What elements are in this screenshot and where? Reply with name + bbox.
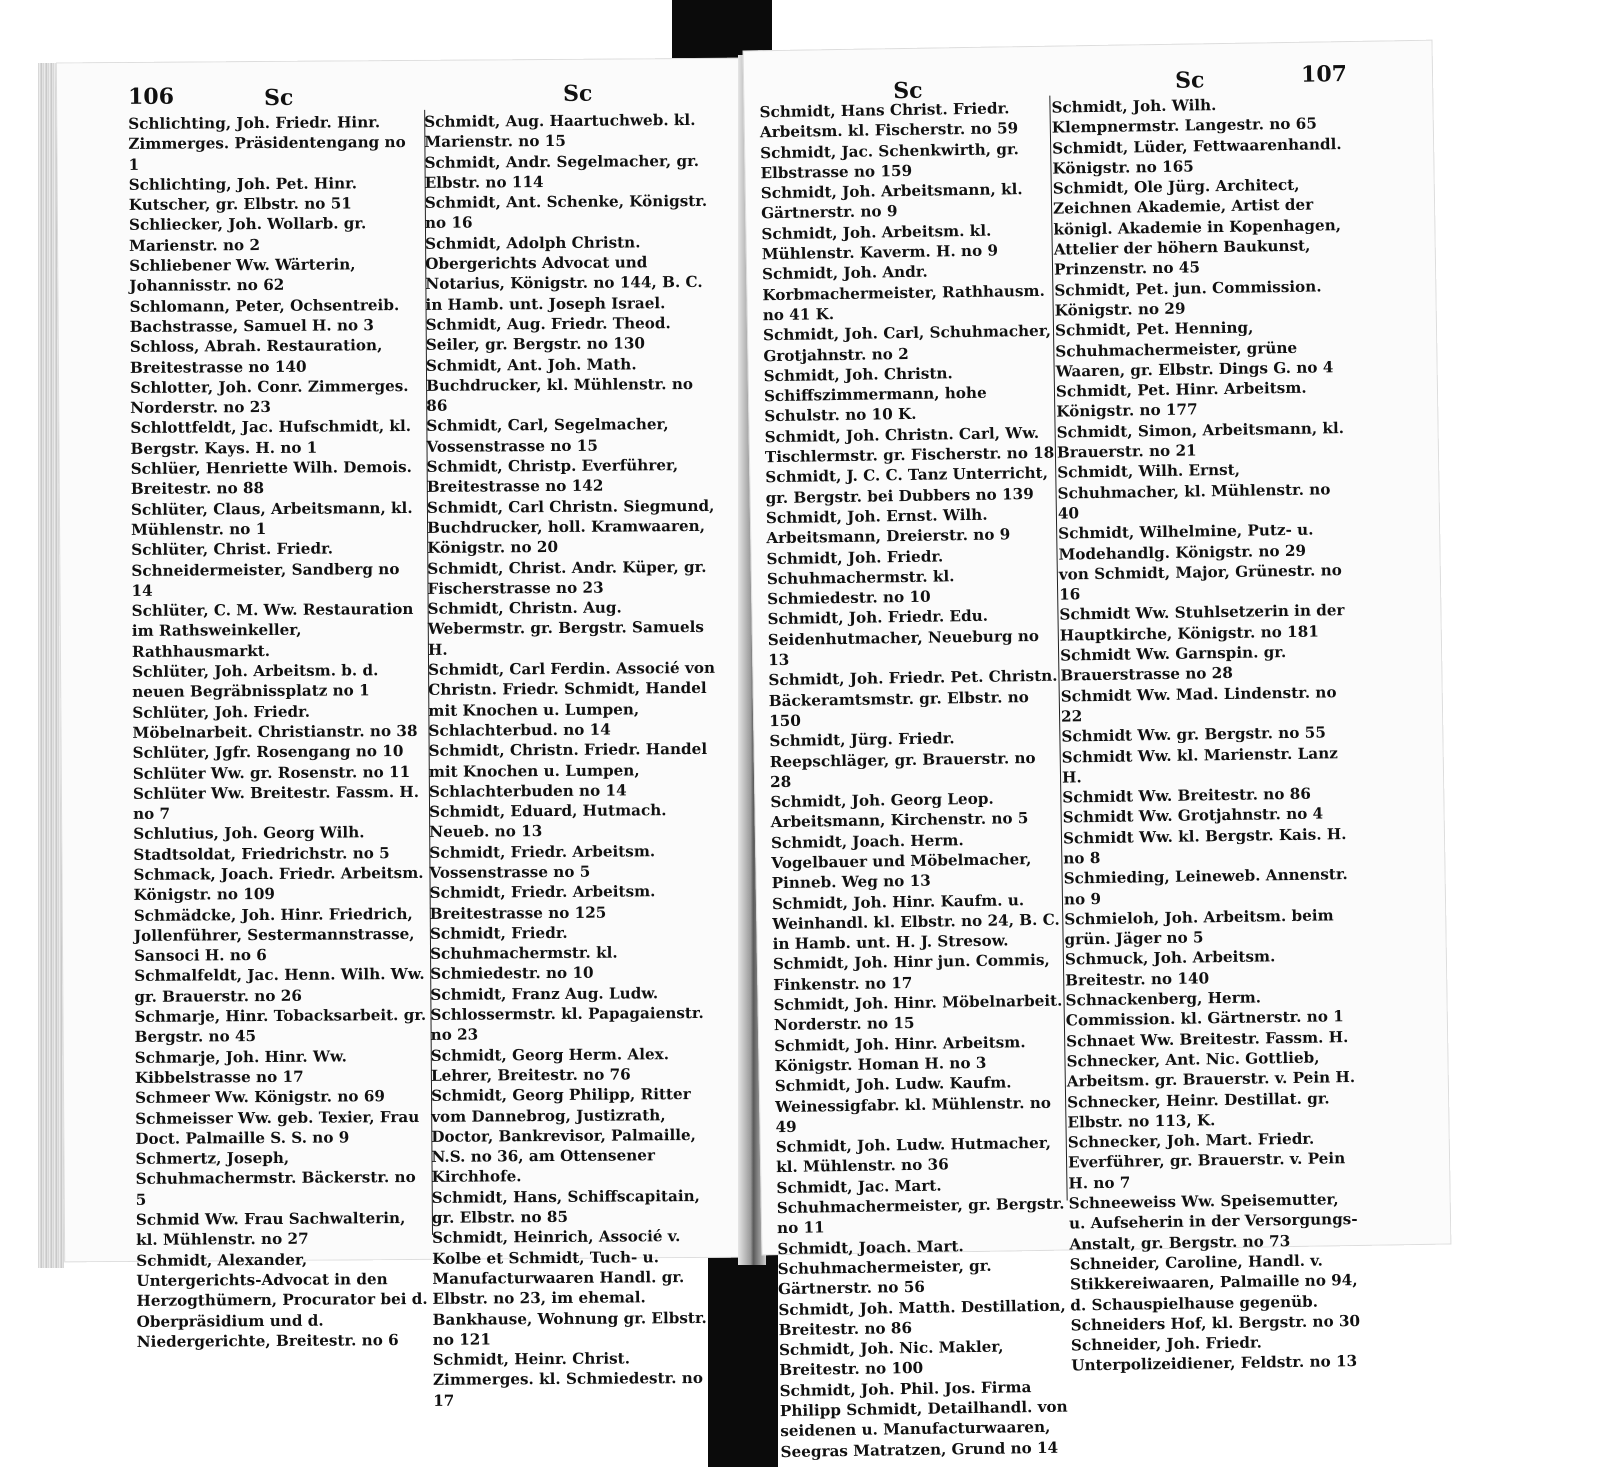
directory-entry: Schmidt Ww. Breitestr. no 86 [1062,784,1311,807]
running-head-right-1: Sc [893,77,923,105]
directory-entry: Schmeisser Ww. geb. Texier, Frau Doct. Palmaille S. S. no 9 [135,1107,420,1148]
directory-entry: Schmidt, Pet. Henning, Schuhmachermeister, grüne Waaren, gr. Elbstr. Dings G. no 4 [1054,318,1334,381]
left-column-2 [424,110,725,1411]
directory-entry: Schnaet Ww. Breitestr. Fassm. H. [1066,1027,1349,1051]
directory-entry: Schlutius, Joh. Georg Wilh. Stadtsoldat, Friedrichstr. no 5 [133,823,390,864]
directory-entry: Schmarje, Hinr. Tobacksarbeit. gr. Bergstr. no 45 [134,1005,427,1047]
directory-entry: Schmidt, Joh. Hinr. Kaufm. u. Weinhandl. kl. Elbstr. no 24, B. C. in Hamb. unt. H. J. Stresow. [771,890,1060,954]
left-column-1 [128,112,429,1352]
directory-entry: Schmidt, Joh. Friedr. Pet. Christn. Bäckeramtsmstr. gr. Elbstr. no 150 [768,666,1058,731]
directory-entry: Schmidt, Joh. Andr. Korbmachermeister, Rathhausm. no 41 K. [761,262,1045,325]
directory-entry: Schmidt, Simon, Arbeitsmann, kl. Brauerstr. no 21 [1056,418,1345,462]
directory-entry: Schmidt Ww. Mad. Lindenstr. no 22 [1060,682,1337,726]
directory-entry: Schmidt, Carl Christn. Siegmund, Buchdrucker, holl. Kramwaaren, Königstr. no 20 [426,496,715,558]
directory-entry: Schmidt, Joh. Ernst. Wilh. Arbeitsmann, Dreierstr. no 9 [765,505,1011,548]
directory-entry: Schmieloh, Joh. Arbeitsm. beim grün. Jäger no 5 [1064,906,1334,949]
directory-entry: Schlüter, Christ. Friedr. Schneidermeister, Sandberg no 14 [131,539,400,600]
directory-entry: Schlotter, Joh. Conr. Zimmerges. Norderstr. no 23 [130,376,409,418]
directory-entry: Schmidt, Joach. Mart. Schuhmachermeister, gr. Gärtnerstr. no 56 [777,1236,992,1299]
directory-entry: Schmidt, Joh. Arbeitsmann, kl. Gärtnerstr. no 9 [760,180,1023,223]
directory-entry: Schmidt, Joh. Ludw. Hutmacher, kl. Mühlenstr. no 36 [775,1133,1052,1177]
directory-entry: Schmidt, Franz Aug. Ludw. Schlossermstr. kl. Papagaienstr. no 23 [430,984,704,1045]
directory-entry: Schneiders Hof, kl. Bergstr. no 30 [1070,1311,1361,1335]
directory-entry: Schneider, Caroline, Handl. v. Stikkereiwaaren, Palmaille no 94, d. Schauspielhause gegenüb. [1069,1251,1358,1315]
right-page [743,40,1452,1461]
directory-entry: Schmidt, Pet. Hinr. Arbeitsm. Königstr. no 177 [1055,378,1307,422]
directory-entry: Schmidt, Jac. Schenkwirth, gr. Elbstrasse no 159 [760,139,1019,183]
right-column-2 [1051,93,1361,1376]
directory-entry: Schmidt, Jac. Mart. Schuhmachermeister, gr. Bergstr. no 11 [776,1176,1065,1238]
directory-entry: Schmidt, Georg Herm. Alex. Lehrer, Breitestr. no 76 [430,1044,670,1085]
directory-entry: Schmidt, Wilhelmine, Putz- u. Modehandlg. Königstr. no 29 [1058,520,1314,564]
directory-entry: Schmidt, Friedr. Arbeitsm. Breitestrasse no 125 [429,882,656,923]
right-column-1 [759,98,1070,1462]
directory-entry: Schmuck, Joh. Arbeitsm. Breitestr. no 140 [1064,947,1276,990]
directory-entry: Schmalfeldt, Jac. Henn. Wilh. Ww. gr. Brauerstr. no 26 [134,965,425,1006]
directory-entry: Schmidt, Christp. Everführer, Breitestrasse no 142 [426,456,679,497]
directory-entry: Schmidt, Aug. Friedr. Theod. Seiler, gr. Bergstr. no 130 [425,314,671,355]
directory-entry: Schmarje, Joh. Hinr. Ww. Kibbelstrasse no 17 [134,1047,347,1087]
directory-entry: Schmidt, Ant. Joh. Math. Buchdrucker, kl. Mühlenstr. no 86 [425,354,694,416]
directory-entry: Schmidt, Ant. Schenke, Königstr. no 16 [424,192,708,233]
directory-entry: Schmidt, Friedr. Schuhmachermstr. kl. Schmiedestr. no 10 [429,923,618,984]
directory-entry: Schliebener Ww. Wärterin, Johannisstr. no 62 [129,255,356,296]
directory-entry: Schmidt, Christ. Andr. Küper, gr. Fischerstrasse no 23 [427,557,707,598]
directory-entry: Schmidt Ww. Garnspin. gr. Brauerstrasse no 28 [1059,643,1287,685]
directory-entry: Schmidt, Hans Christ. Friedr. Arbeitsm. kl. Fischerstr. no 59 [759,99,1019,142]
directory-entry: Schloss, Abrah. Restauration, Breitestrasse no 140 [129,336,383,377]
directory-entry: Schmidt, Joh. Phil. Jos. Firma Philipp Schmidt, Detailhandl. von seidenen u. Manufacturwaaren, Seegras Matratzen, Grund no 14 [779,1377,1068,1461]
directory-entry: Schmertz, Joseph, Schuhmachermstr. Bäckerstr. no 5 [135,1148,416,1209]
directory-entry: Schlichting, Joh. Pet. Hinr. Kutscher, gr. Elbstr. no 51 [128,174,358,215]
running-head-right-2: Sc [1174,67,1205,94]
directory-entry: Schmeer Ww. Königstr. no 69 [134,1087,385,1108]
directory-entry: Schlüter, Claus, Arbeitsmann, kl. Mühlenstr. no 1 [130,498,413,539]
directory-entry: Schnecker, Ant. Nic. Gottlieb, Arbeitsm. gr. Brauerstr. v. Pein H. [1066,1048,1356,1091]
directory-entry: Schmidt, Joh. Arbeitsm. kl. Mühlenstr. Kaverm. H. no 9 [761,221,999,264]
directory-entry: Schmack, Joach. Friedr. Arbeitsm. Königstr. no 109 [133,863,424,905]
directory-entry: Schmidt, Joh. Wilh. Klempnermstr. Langestr. no 65 [1051,96,1317,137]
directory-entry: Schmidt, Christn. Aug. Webermstr. gr. Bergstr. Samuels H. [427,598,704,659]
page-number-right: 107 [1300,61,1348,88]
directory-entry: Schmidt, Joh. Christn. Carl, Ww. Tischlermstr. gr. Fischerstr. no 18 [764,423,1055,467]
directory-entry: Schmidt, Ole Jürg. Architect, Zeichnen Akademie, Artist der königl. Akademie in Kopenhagen, Attelier der höhern Baukunst, Prinzenstr. no 45 [1052,175,1342,280]
directory-entry: Schmidt, Wilh. Ernst, Schuhmacher, kl. Mühlenstr. no 40 [1057,461,1331,523]
directory-entry: Schlottfeldt, Jac. Hufschmidt, kl. Bergstr. Kays. H. no 1 [130,417,412,458]
directory-entry: Schmidt, Pet. jun. Commission. Königstr. no 29 [1054,277,1322,320]
directory-entry: Schmidt, Hans, Schiffscapitain, gr. Elbstr. no 85 [431,1186,700,1227]
directory-entry: Schmidt Ww. kl. Bergstr. Kais. H. no 8 [1062,824,1347,868]
directory-entry: Schlüter, Joh. Arbeitsm. b. d. neuen Begräbnissplatz no 1 [132,661,379,702]
directory-entry: Schmidt, Heinrich, Associé v. Kolbe et Schmidt, Tuch- u. Manufacturwaaren Handl. gr. Elbstr. no 23, im ehemal. Bankhause, Wohnung gr. Elbstr. no 121 [431,1227,707,1349]
directory-entry: Schmidt, Joh. Matth. Destillation, Breitestr. no 86 [778,1296,1066,1339]
running-head-left-1: Sc [263,84,294,111]
directory-entry: Schnackenberg, Herm. Commission. kl. Gärtnerstr. no 1 [1065,988,1344,1030]
directory-entry: Schmidt, Joh. Hinr. Möbelnarbeit. Norderstr. no 15 [773,991,1063,1035]
directory-entry: Schmidt, Joh. Christn. Schiffszimmermann, hohe Schulstr. no 10 K. [763,364,987,426]
directory-entry: Schmidt, Joh. Hinr jun. Commis, Finkenstr. no 17 [772,951,1050,994]
directory-entry: Schmädcke, Joh. Hinr. Friedrich, Jollenführer, Sestermannstrasse, Sansoci H. no 6 [133,904,415,966]
directory-entry: Schmidt, Joh. Ludw. Kaufm. Weinessigfabr. kl. Mühlenstr. no 49 [774,1073,1052,1136]
directory-entry: Schlichting, Joh. Friedr. Hinr. Zimmerges. Präsidentengang no 1 [128,113,406,174]
directory-entry: Schmidt, J. C. C. Tanz Unterricht, gr. Bergstr. bei Dubbers no 139 [765,464,1049,507]
directory-entry: Schneeweiss Ww. Speisemutter, u. Aufseherin in der Versorgungs-Anstalt, gr. Bergstr. no 73 [1068,1190,1358,1254]
directory-entry: Schmidt Ww. gr. Bergstr. no 55 [1061,723,1326,746]
directory-entry: Schmidt, Carl Ferdin. Associé von Christn. Friedr. Schmidt, Handel mit Knochen u. Lumpen, Schlachterbud. no 14 [428,658,716,740]
directory-entry: Schmidt Ww. kl. Marienstr. Lanz H. [1061,743,1338,787]
directory-entry: Schmidt, Adolph Christn. Obergerichts Advocat und Notarius, Königstr. no 144, B. C. in Hamb. unt. Joseph Israel. [425,233,703,314]
directory-entry: Schmidt, Joh. Nic. Makler, Breitestr. no 100 [778,1337,1004,1380]
directory-entry: Schneider, Joh. Friedr. Unterpolizeidiener, Feldstr. no 13 [1070,1333,1358,1375]
directory-entry: Schmidt, Joh. Hinr. Arbeitsm. Königstr. Homan H. no 3 [774,1032,1026,1076]
directory-entry: Schmidt, Eduard, Hutmach. Neueb. no 13 [428,801,667,842]
directory-entry: Schmidt, Carl, Segelmacher, Vossenstrasse no 15 [426,415,669,456]
directory-entry: Schlomann, Peter, Ochsentreib. Bachstrasse, Samuel H. no 3 [129,295,400,336]
directory-entry: Schnecker, Joh. Mart. Friedr. Everführer, gr. Brauerstr. v. Pein H. no 7 [1067,1129,1346,1193]
directory-entry: Schmidt, Christn. Friedr. Handel mit Knochen u. Lumpen, Schlachterbuden no 14 [428,740,708,801]
directory-entry: Schlüter, C. M. Ww. Restauration im Rathsweinkeller, Rathhausmarkt. [131,600,414,661]
directory-entry: Schmidt, Alexander, Untergerichts-Advocat in den Herzogthümern, Procurator bei d. Oberpräsidium und d. Niedergerichte, Breitestr. no 6 [136,1250,428,1351]
directory-entry: von Schmidt, Major, Grünestr. no 16 [1058,560,1342,604]
directory-entry: Schnecker, Heinr. Destillat. gr. Elbstr. no 113, K. [1066,1088,1330,1132]
page-number-left: 106 [127,83,175,110]
directory-entry: Schmidt, Joh. Friedr. Schuhmachermstr. kl. Schmiedestr. no 10 [766,546,955,609]
directory-entry: Schmidt, Joh. Carl, Schuhmacher, Grotjahnstr. no 2 [762,321,1052,365]
directory-entry: Schmidt, Lüder, Fettwaarenhandl. Königstr. no 165 [1052,134,1342,178]
directory-entry: Schlüter Ww. Breitestr. Fassm. H. no 7 [132,782,420,824]
directory-entry: Schlüer, Henriette Wilh. Demois. Breitestr. no 88 [130,458,412,499]
directory-entry: Schmidt, Friedr. Arbeitsm. Vossenstrasse no 5 [429,841,656,882]
directory-entry: Schmidt, Aug. Haartuchweb. kl. Marienstr. no 15 [424,110,696,152]
directory-entry: Schmidt Ww. Stuhlsetzerin in der Hauptkirche, Königstr. no 181 [1059,601,1345,645]
directory-entry: Schlüter Ww. gr. Rosenstr. no 11 [132,762,411,783]
directory-entry: Schlüter, Joh. Friedr. Möbelnarbeit. Christianstr. no 38 [132,702,418,742]
directory-entry: Schmidt, Joh. Friedr. Edu. Seidenhutmacher, Neueburg no 13 [767,607,1040,670]
directory-entry: Schmidt, Jürg. Friedr. Reepschläger, gr. Brauerstr. no 28 [769,729,1036,791]
directory-entry: Schmidt, Georg Philipp, Ritter vom Dannebrog, Justizrath, Doctor, Bankrevisor, Palmaille, N.S. no 36, am Ottensener Kirchhofe. [430,1085,696,1187]
directory-entry: Schmieding, Leineweb. Annenstr. no 9 [1063,865,1348,909]
directory-entry: Schliecker, Joh. Wollarb. gr. Marienstr. no 2 [128,214,367,255]
directory-entry: Schmidt, Andr. Segelmacher, gr. Elbstr. no 114 [424,151,700,192]
running-head-left-2: Sc [562,80,593,107]
directory-entry: Schmidt, Joach. Herm. Vogelbauer und Möbelmacher, Pinneb. Weg no 13 [770,830,1032,893]
directory-entry: Schmidt Ww. Grotjahnstr. no 4 [1062,804,1324,827]
left-page [56,58,759,1410]
directory-entry: Schmidt, Heinr. Christ. Zimmerges. kl. Schmiedestr. no 17 [432,1349,703,1410]
directory-entry: Schlüter, Jgfr. Rosengang no 10 [132,742,404,763]
directory-entry: Schmidt, Joh. Georg Leop. Arbeitsmann, Kirchenstr. no 5 [770,789,1029,832]
directory-entry: Schmid Ww. Frau Sachwalterin, kl. Mühlenstr. no 27 [135,1209,406,1250]
